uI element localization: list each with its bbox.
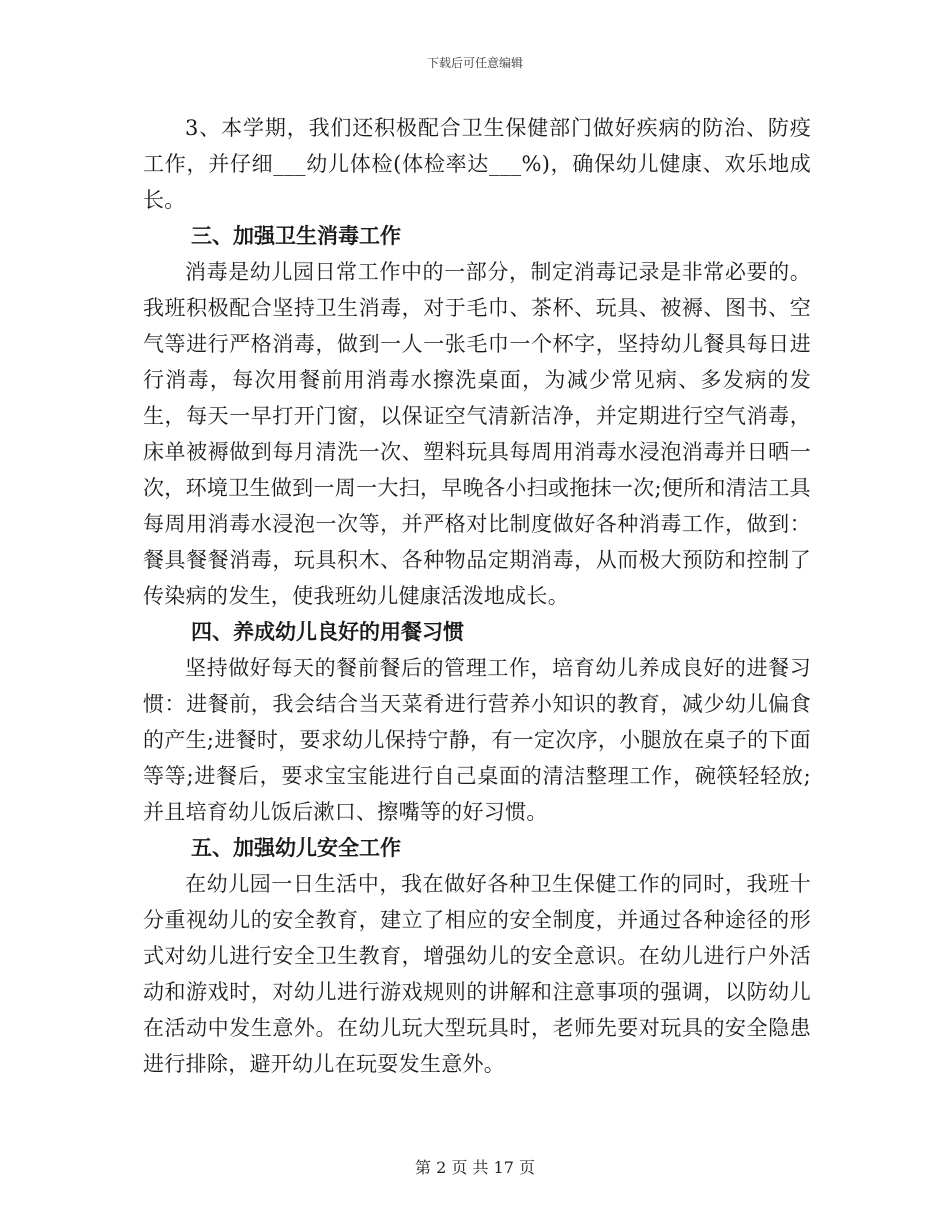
section-heading-safety: 五、加强幼儿安全工作	[191, 835, 401, 860]
section-heading-meal-habits: 四、养成幼儿良好的用餐习惯	[191, 619, 464, 644]
paragraph-disinfection: 消毒是幼儿园日常工作中的一部分，制定消毒记录是非常必要的。我班积极配合坚持卫生消毒，对于毛巾、茶杯、玩具、被褥、图书、空气等进行严格消毒，做到一人一张毛巾一个杯字，坚持幼儿餐具每日进行消毒，每次用餐前用消毒水擦洗桌面，为减少常见病、多发病的发生，每天一早打开门窗，以保证空气清新洁净，并定期进行空气消毒，床单被褥做到每月清洗一次、塑料玩具每周用消毒水浸泡消毒并日晒一次，环境卫生做到一周一大扫，早晚各小扫或拖抹一次;便所和清洁工具每周用消毒水浸泡一次等，并严格对比制度做好各种消毒工作，做到：餐具餐餐消毒，玩具积木、各种物品定期消毒，从而极大预防和控制了传染病的发生，使我班幼儿健康活泼地成长。	[143, 260, 811, 608]
page-header-note: 下载后可任意编辑	[426, 56, 523, 70]
paragraph-health-checkup: 3、本学期，我们还积极配合卫生保健部门做好疾病的防治、防疫工作，并仔细___幼儿体检(体检率达___%)，确保幼儿健康、欢乐地成长。	[143, 116, 811, 212]
section-heading-disinfection: 三、加强卫生消毒工作	[191, 223, 401, 248]
paragraph-safety: 在幼儿园一日生活中，我在做好各种卫生保健工作的同时，我班十分重视幼儿的安全教育，建立了相应的安全制度，并通过各种途径的形式对幼儿进行安全卫生教育，增强幼儿的安全意识。在幼儿进行户外活动和游戏时，对幼儿进行游戏规则的讲解和注意事项的强调，以防幼儿在活动中发生意外。在幼儿玩大型玩具时，老师先要对玩具的安全隐患进行排除，避开幼儿在玩耍发生意外。	[143, 872, 811, 1076]
document-body	[143, 110, 811, 1082]
paragraph-meal-habits: 坚持做好每天的餐前餐后的管理工作，培育幼儿养成良好的进餐习惯：进餐前，我会结合当天菜肴进行营养小知识的教育，减少幼儿偏食的产生;进餐时，要求幼儿保持宁静，有一定次序，小腿放在桌子的下面等等;进餐后，要求宝宝能进行自己桌面的清洁整理工作，碗筷轻轻放;并且培育幼儿饭后漱口、擦嘴等的好习惯。	[143, 656, 811, 824]
page-number: 第 2 页 共 17 页	[415, 1158, 535, 1177]
